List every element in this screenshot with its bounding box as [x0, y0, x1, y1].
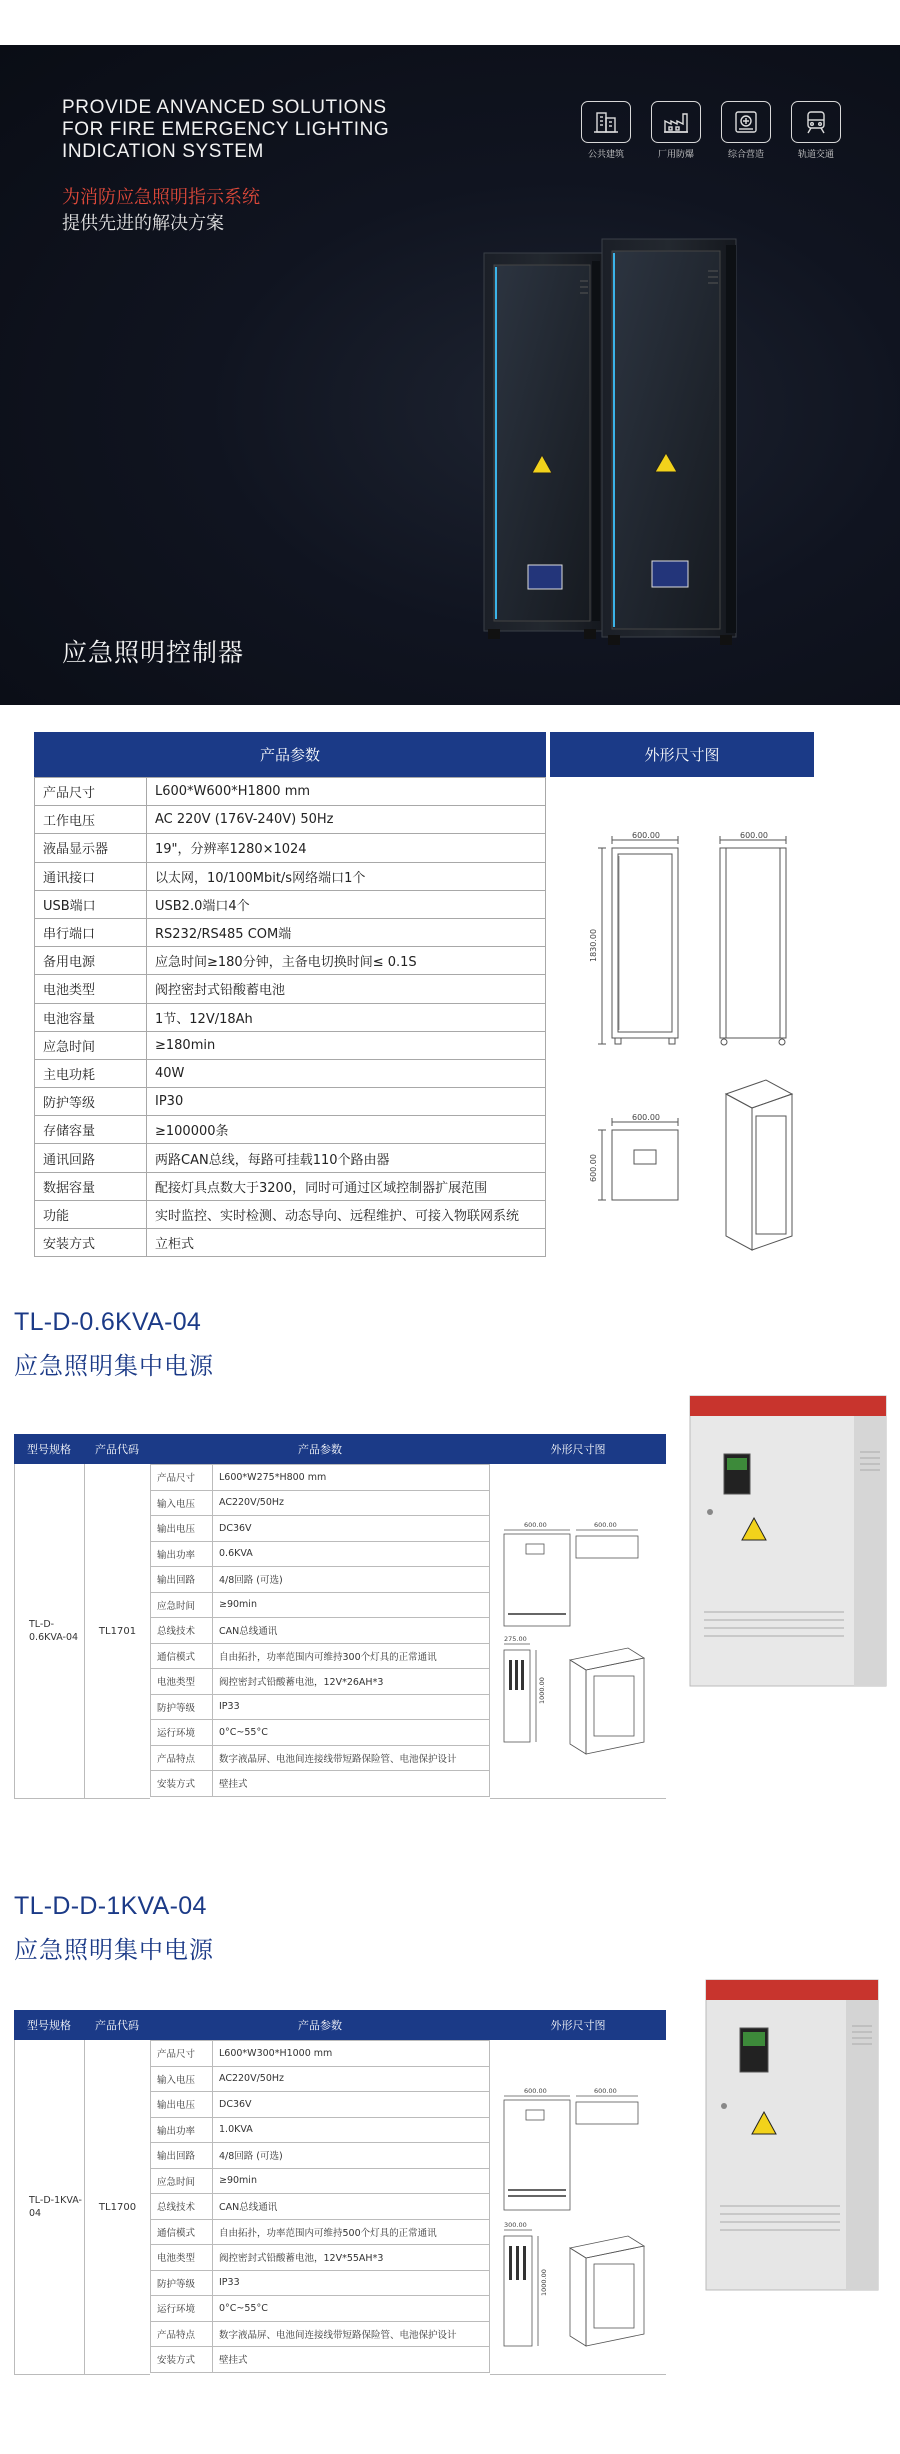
spec-row [151, 2347, 490, 2373]
spec-value: 壁挂式 [213, 2347, 490, 2373]
spec-row [35, 975, 546, 1003]
product2-spec-table [14, 2010, 666, 2375]
spec-row [35, 834, 546, 862]
hero-en-line-2: FOR FIRE EMERGENCY LIGHTING [62, 119, 390, 140]
product2-model-title: TL-D-D-1KVA-04 [14, 1892, 207, 1920]
spec-value: 4/8回路 (可选) [213, 2143, 490, 2169]
spec-label: 液晶显示器 [35, 834, 147, 862]
spec-label: 输出功率 [151, 2117, 213, 2143]
spec-label: 电池容量 [35, 1003, 147, 1031]
spec-value: ≥180min [147, 1031, 546, 1059]
spec-label: 产品尺寸 [151, 2041, 213, 2067]
icon-label: 综合营造 [727, 150, 764, 160]
spec-label: 总线技术 [151, 2194, 213, 2220]
spec-value: 1.0KVA [213, 2117, 490, 2143]
spec-row [151, 2321, 490, 2347]
product2-name-title: 应急照明集中电源 [14, 1936, 214, 1964]
icon-label: 厂用防爆 [657, 150, 694, 160]
spec-row [151, 1516, 490, 1542]
spec-label: 输入电压 [151, 1490, 213, 1516]
hdr-dims: 外形尺寸图 [550, 2019, 606, 2032]
controller-dimension-drawing [582, 832, 812, 1272]
spec-value: L600*W275*H800 mm [213, 1465, 490, 1491]
code-cell: TL1700 [84, 2040, 150, 2375]
spec-row [151, 1694, 490, 1720]
spec-row [151, 2168, 490, 2194]
spec-row [151, 1720, 490, 1746]
spec-label: 电池类型 [151, 1669, 213, 1695]
spec-label: 通信模式 [151, 2219, 213, 2245]
spec-value: L600*W300*H1000 mm [213, 2041, 490, 2067]
model-cell: TL-D-1KVA-04 [14, 2040, 84, 2375]
dim-w1: 600.00 [524, 2087, 547, 2095]
dim-depth: 275.00 [504, 1635, 527, 1643]
spec-value: 应急时间≥180分钟，主备电切换时间≤ 0.1S [147, 947, 546, 975]
dim-h: 1000.00 [538, 1677, 546, 1704]
spec-label: USB端口 [35, 890, 147, 918]
spec-row [151, 1541, 490, 1567]
spec-value: CAN总线通讯 [213, 2194, 490, 2220]
factory-icon [651, 101, 701, 143]
spec-label: 输出功率 [151, 1541, 213, 1567]
spec-row [151, 1643, 490, 1669]
dim-side-width: 600.00 [740, 832, 768, 840]
spec-header [34, 732, 814, 777]
spec-label: 安装方式 [151, 2347, 213, 2373]
spec-row [35, 1116, 546, 1144]
spec-label: 输出电压 [151, 1516, 213, 1542]
product2-table-header [14, 2010, 666, 2040]
spec-label: 运行环境 [151, 2296, 213, 2322]
spec-row [35, 1200, 546, 1228]
spec-row [151, 2143, 490, 2169]
spec-row [35, 1088, 546, 1116]
hero-en-line-1: PROVIDE ANVANCED SOLUTIONS [62, 97, 387, 118]
spec-value: 实时监控、实时检测、动态导向、远程维护、可接入物联网系统 [147, 1200, 546, 1228]
spec-row [151, 2219, 490, 2245]
spec-value: IP30 [147, 1088, 546, 1116]
product1-photo [684, 1392, 892, 1692]
spec-row [151, 1592, 490, 1618]
spec-row [35, 1031, 546, 1059]
spec-label: 防护等级 [151, 2270, 213, 2296]
spec-value: 0.6KVA [213, 1541, 490, 1567]
spec-value: IP33 [213, 2270, 490, 2296]
spec-row [151, 2066, 490, 2092]
spec-label: 应急时间 [35, 1031, 147, 1059]
product1-model-title: TL-D-0.6KVA-04 [14, 1308, 202, 1336]
spec-label: 防护等级 [35, 1088, 147, 1116]
hdr-code: 产品代码 [95, 1443, 139, 1456]
spec-label: 应急时间 [151, 1592, 213, 1618]
hdr-params: 产品参数 [298, 1443, 342, 1456]
spec-row [35, 806, 546, 834]
spec-label: 电池类型 [35, 975, 147, 1003]
icon-item-factory [648, 101, 704, 160]
spec-value: 1节、12V/18Ah [147, 1003, 546, 1031]
spec-value: 0°C~55°C [213, 1720, 490, 1746]
spec-label: 运行环境 [151, 1720, 213, 1746]
spec-label: 功能 [35, 1200, 147, 1228]
product1-spec-table [14, 1434, 666, 1799]
icon-item-transit [788, 101, 844, 160]
spec-row [35, 1003, 546, 1031]
spec-value: 阀控密封式铅酸蓄电池，12V*55AH*3 [213, 2245, 490, 2271]
spec-value: AC220V/50Hz [213, 2066, 490, 2092]
spec-label: 产品尺寸 [35, 778, 147, 806]
spec-value: 两路CAN总线，每路可挂载110个路由器 [147, 1144, 546, 1172]
hdr-model: 型号规格 [27, 2019, 71, 2032]
spec-value: AC 220V (176V-240V) 50Hz [147, 806, 546, 834]
hero-banner [0, 45, 900, 705]
application-icons [578, 101, 844, 160]
spec-value: CAN总线通讯 [213, 1618, 490, 1644]
spec-label: 产品特点 [151, 2321, 213, 2347]
controller-spec-table [34, 777, 546, 1257]
product1-name-title: 应急照明集中电源 [14, 1352, 214, 1380]
product1-dimension-drawing [490, 1464, 666, 1794]
spec-label: 产品尺寸 [151, 1465, 213, 1491]
spec-row [35, 918, 546, 946]
dim-top-depth: 600.00 [589, 1154, 598, 1182]
spec-value: 数字液晶屏、电池间连接线带短路保险管、电池保护设计 [213, 1745, 490, 1771]
spec-value: 配接灯具点数大于3200，同时可通过区域控制器扩展范围 [147, 1172, 546, 1200]
spec-label: 安装方式 [151, 1771, 213, 1797]
spec-value: IP33 [213, 1694, 490, 1720]
spec-value: ≥90min [213, 2168, 490, 2194]
spec-row [151, 1465, 490, 1491]
spec-row [151, 2041, 490, 2067]
spec-value: 0°C~55°C [213, 2296, 490, 2322]
hero-cn-line-2: 提供先进的解决方案 [62, 213, 224, 234]
spec-label: 输出回路 [151, 1567, 213, 1593]
spec-label: 防护等级 [151, 1694, 213, 1720]
spec-value: L600*W600*H1800 mm [147, 778, 546, 806]
product2-params [150, 2040, 490, 2373]
controller-cabinet-image [480, 231, 780, 655]
spec-value: 自由拓扑，功率范围内可维持500个灯具的正常通讯 [213, 2219, 490, 2245]
product1-table-header [14, 1434, 666, 1464]
params-header: 产品参数 [34, 732, 546, 777]
spec-label: 产品特点 [151, 1745, 213, 1771]
dim-front-width: 600.00 [632, 832, 660, 840]
dims-header: 外形尺寸图 [550, 732, 814, 777]
spec-value: 自由拓扑，功率范围内可维持300个灯具的正常通讯 [213, 1643, 490, 1669]
spec-row [151, 2245, 490, 2271]
hdr-dims: 外形尺寸图 [550, 1443, 606, 1456]
spec-label: 安装方式 [35, 1229, 147, 1257]
hdr-params: 产品参数 [298, 2019, 342, 2032]
spec-label: 输入电压 [151, 2066, 213, 2092]
spec-row [35, 1229, 546, 1257]
spec-label: 数据容量 [35, 1172, 147, 1200]
complex-icon [721, 101, 771, 143]
spec-label: 输出电压 [151, 2092, 213, 2118]
spec-row [151, 1567, 490, 1593]
spec-row [35, 778, 546, 806]
icon-item-complex [718, 101, 774, 160]
spec-label: 电池类型 [151, 2245, 213, 2271]
spec-label: 通讯接口 [35, 862, 147, 890]
dim-w2: 600.00 [594, 1521, 617, 1529]
spec-value: 数字液晶屏、电池间连接线带短路保险管、电池保护设计 [213, 2321, 490, 2347]
spec-value: 壁挂式 [213, 1771, 490, 1797]
product2-photo [700, 1976, 886, 2298]
spec-value: 40W [147, 1059, 546, 1087]
spec-row [151, 1745, 490, 1771]
spec-value: RS232/RS485 COM端 [147, 918, 546, 946]
spec-row [151, 1771, 490, 1797]
spec-label: 主电功耗 [35, 1059, 147, 1087]
spec-label: 备用电源 [35, 947, 147, 975]
dim-height: 1830.00 [589, 928, 598, 962]
hdr-model: 型号规格 [27, 1443, 71, 1456]
spec-label: 存储容量 [35, 1116, 147, 1144]
transit-icon [791, 101, 841, 143]
spec-row [35, 1059, 546, 1087]
dim-top-width: 600.00 [632, 1113, 660, 1122]
spec-row [151, 2270, 490, 2296]
dim-h: 1000.00 [540, 2269, 548, 2296]
icon-label: 公共建筑 [587, 150, 624, 160]
spec-row [35, 947, 546, 975]
spec-row [151, 1669, 490, 1695]
hero-english-headline [62, 97, 389, 163]
product2-dimension-drawing [490, 2040, 666, 2370]
spec-value: 立柜式 [147, 1229, 546, 1257]
spec-value: ≥100000条 [147, 1116, 546, 1144]
building-icon [581, 101, 631, 143]
spec-value: 阀控密封式铅酸蓄电池，12V*26AH*3 [213, 1669, 490, 1695]
spec-value: 19"，分辨率1280×1024 [147, 834, 546, 862]
spec-value: 阀控密封式铅酸蓄电池 [147, 975, 546, 1003]
controller-spec-section [34, 732, 814, 1257]
spec-value: AC220V/50Hz [213, 1490, 490, 1516]
spec-value: 4/8回路 (可选) [213, 1567, 490, 1593]
spec-value: ≥90min [213, 1592, 490, 1618]
dim-w1: 600.00 [524, 1521, 547, 1529]
dim-w2: 600.00 [594, 2087, 617, 2095]
hdr-code: 产品代码 [95, 2019, 139, 2032]
spec-row [35, 862, 546, 890]
spec-label: 总线技术 [151, 1618, 213, 1644]
spec-row [151, 1618, 490, 1644]
spec-label: 输出回路 [151, 2143, 213, 2169]
spec-row [35, 1144, 546, 1172]
spec-value: DC36V [213, 2092, 490, 2118]
code-cell: TL1701 [84, 1464, 150, 1799]
icon-label: 轨道交通 [797, 150, 834, 160]
spec-row [151, 2194, 490, 2220]
spec-label: 串行端口 [35, 918, 147, 946]
spec-label: 工作电压 [35, 806, 147, 834]
spec-label: 应急时间 [151, 2168, 213, 2194]
product1-params [150, 1464, 490, 1797]
dim-depth: 300.00 [504, 2221, 527, 2229]
spec-row [151, 2117, 490, 2143]
spec-row [151, 2092, 490, 2118]
spec-label: 通讯回路 [35, 1144, 147, 1172]
spec-row [151, 2296, 490, 2322]
model-cell: TL-D-0.6KVA-04 [14, 1464, 84, 1799]
spec-row [151, 1490, 490, 1516]
spec-row [35, 1172, 546, 1200]
hero-product-title: 应急照明控制器 [62, 638, 245, 667]
spec-row [35, 890, 546, 918]
spec-value: DC36V [213, 1516, 490, 1542]
hero-cn-line-1: 为消防应急照明指示系统 [62, 187, 260, 208]
spec-label: 通信模式 [151, 1643, 213, 1669]
icon-item-public-building [578, 101, 634, 160]
spec-value: 以太网，10/100Mbit/s网络端口1个 [147, 862, 546, 890]
hero-en-line-3: INDICATION SYSTEM [62, 141, 264, 162]
spec-value: USB2.0端口4个 [147, 890, 546, 918]
